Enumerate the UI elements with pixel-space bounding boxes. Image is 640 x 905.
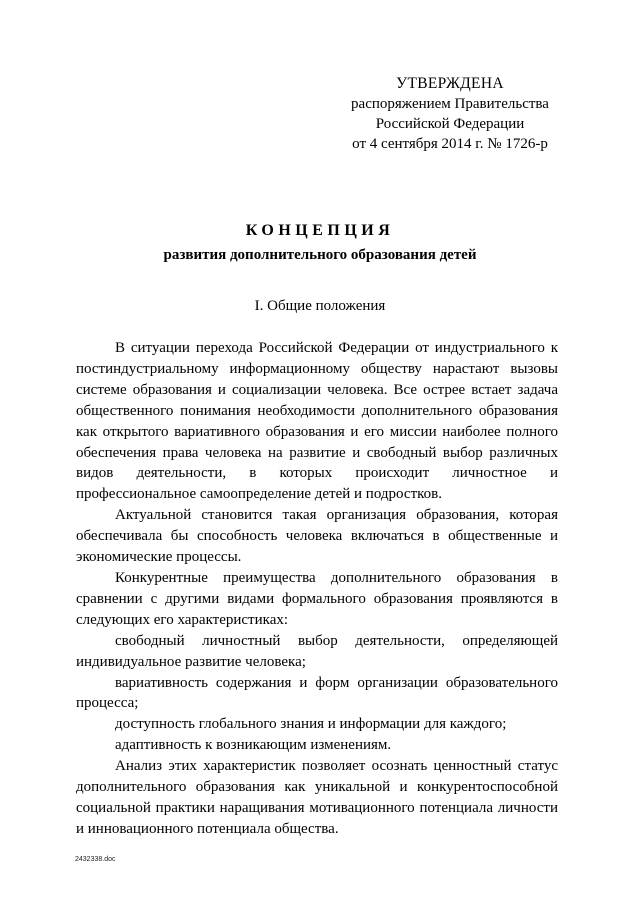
section-heading: I. Общие положения [254,298,386,314]
list-item: доступность глобального знания и информации для каждого; [115,716,507,733]
document-subtitle: развития дополнительного образования детей [163,247,477,263]
approval-line-1: распоряжением Правительства [351,96,549,112]
approval-line-2: Российской Федерации [375,116,525,132]
list-item: свободный личностный выбор деятельности, определяющей индивидуальное развитие человека; [76,632,558,670]
paragraph: Актуальной становится такая организация образования, которая обеспечивала бы способность человека включаться в общественные и экономические процессы. [76,507,558,566]
paragraph: Конкурентные преимущества дополнительного образования в сравнении с другими видами формального образования проявляются в следующих его характеристиках: [76,569,558,628]
list-item: вариативность содержания и форм организации образовательного процесса; [76,674,558,712]
document-title: КОНЦЕПЦИЯ [245,222,395,239]
paragraph: Анализ этих характеристик позволяет осознать ценностный статус дополнительного образования как уникальной и конкурентоспособной социальной практики наращивания мотивационного потенциала личности и инновационного потенциала общества. [76,758,558,837]
list-item: адаптивность к возникающим изменениям. [115,737,392,754]
approval-title: УТВЕРЖДЕНА [396,75,504,92]
approval-line-3: от 4 сентября 2014 г. № 1726-р [352,136,548,152]
approval-stamp [340,74,560,154]
footer-filename: 2432338.doc [75,856,116,863]
body-text [76,338,558,840]
paragraph: В ситуации перехода Российской Федерации от индустриального к постиндустриальному информационному обществу нарастают вызовы системе образования и социализации человека. Все острее встает задача общественного понимания необходимости дополнительного образования как открытого вариативного образования и его миссии наиболее полного обеспечения права человека на развитие и свободный выбор различных видов деятельности, в которых происходит личностное и профессиональное самоопределение детей и подростков. [76,340,558,503]
